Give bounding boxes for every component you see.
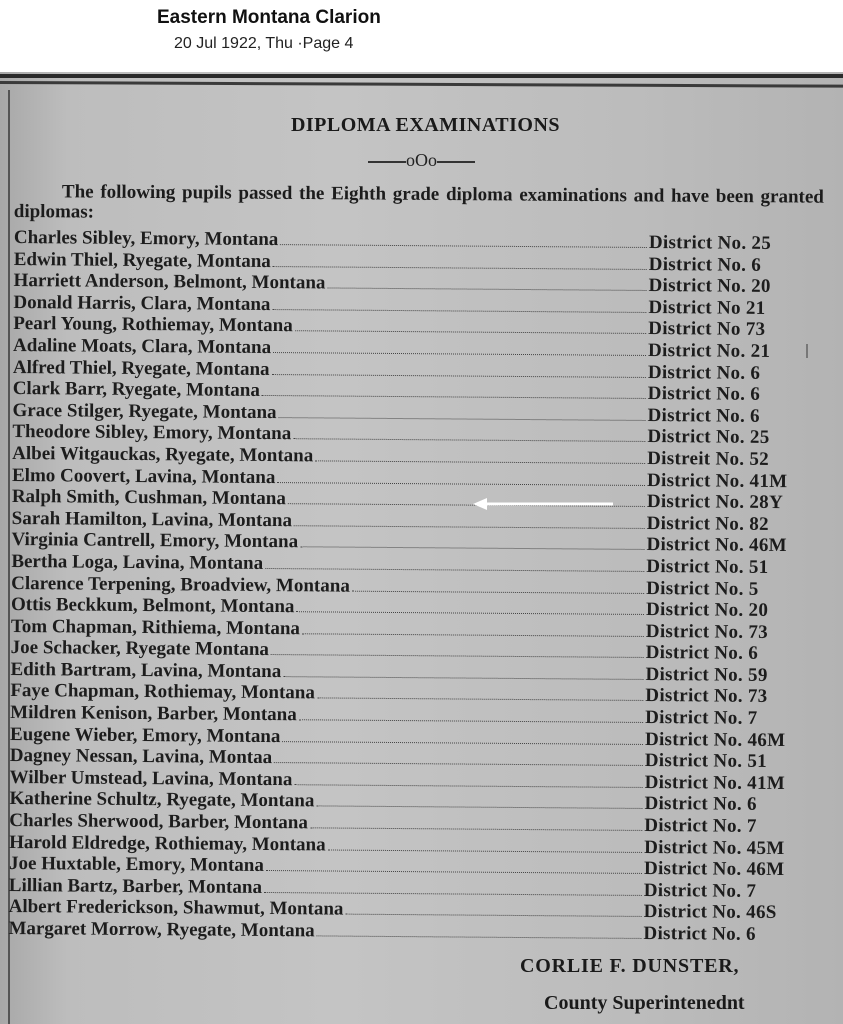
headline-ornament [0, 150, 843, 171]
pupil-name: Adaline Moats, Clara, Montana [12, 334, 272, 358]
dot-leader [273, 254, 647, 270]
dot-leader [274, 750, 643, 766]
column-rule-top [0, 74, 843, 78]
article-headline: DIPLOMA EXAMINATIONS [290, 114, 561, 136]
pupil-name: Edwin Thiel, Ryegate, Montana [13, 248, 271, 272]
dot-leader [262, 383, 646, 399]
district-number: District No. 46S [643, 901, 777, 924]
dot-leader [302, 621, 644, 637]
district-number: District No. 6 [643, 922, 756, 945]
district-number: District No. 5 [646, 577, 759, 600]
newspaper-clipping [0, 72, 843, 1024]
pupil-list [8, 227, 829, 946]
dot-leader [280, 232, 647, 248]
dot-leader [327, 276, 646, 292]
publication-title: Eastern Montana Clarion [157, 7, 381, 28]
dot-leader [279, 405, 646, 421]
district-number: District No. 6 [648, 253, 762, 276]
pupil-name: Grace Stilger, Ryegate, Montana [12, 399, 277, 423]
pupil-name: Wilber Umstead, Lavina, Montana [9, 766, 293, 791]
district-number: District No. 73 [645, 685, 768, 708]
pupil-name: Charles Sibley, Emory, Montana [13, 227, 279, 251]
district-number: District No. 7 [644, 815, 757, 837]
district-number: District No. 20 [648, 275, 771, 298]
pupil-name: Clark Barr, Ryegate, Montana [12, 378, 260, 402]
dot-leader [317, 923, 642, 939]
pupil-name: Mildren Kenison, Barber, Montana [10, 702, 297, 726]
dot-leader [300, 535, 645, 551]
dot-leader [295, 319, 647, 335]
district-number: District No. 6 [644, 793, 757, 816]
dot-leader [266, 858, 642, 874]
signature-name: CORLIE F. DUNSTER, [520, 955, 740, 977]
pupil-name: Harriett Anderson, Belmont, Montana [13, 270, 326, 294]
highlight-arrow-icon [473, 496, 615, 512]
district-number: District No. 25 [648, 231, 772, 254]
dot-leader [294, 513, 645, 529]
pupil-name: Harold Eldredge, Rothiemay, Montana [9, 831, 326, 856]
district-number: District No. 41M [644, 771, 786, 794]
district-number: District No 73 [648, 318, 766, 341]
dot-leader [277, 470, 645, 486]
dot-leader [265, 556, 644, 572]
district-number: District No. 73 [645, 620, 769, 643]
pupil-name: Donald Harris, Clara, Montana [13, 291, 271, 315]
column-rule-top-secondary [0, 81, 843, 88]
pupil-name: Albei Witgauckas, Ryegate, Montana [12, 442, 314, 467]
district-number: District No. 7 [645, 707, 758, 729]
district-number: District No. 6 [645, 642, 759, 665]
pupil-name: Virginia Cantrell, Emory, Montana [11, 529, 299, 553]
district-number: District No. 28Y [646, 491, 784, 514]
ornament-dash-right [437, 161, 475, 163]
pupil-name: Faye Chapman, Rothiemay, Montana [10, 680, 315, 704]
pupil-name: Pearl Young, Rothiemay, Montana [13, 313, 293, 337]
article-intro: The following pupils passed the Eighth grade diploma examinations and have been granted diplomas: [13, 181, 824, 223]
district-number: District No. 25 [647, 426, 770, 449]
dot-leader [296, 599, 644, 615]
pupil-name: Joe Schacker, Ryegate Montana [10, 637, 270, 661]
district-number: District No. 45M [644, 836, 785, 859]
pupil-name: Lillian Bartz, Barber, Montana [8, 874, 263, 898]
pupil-name: Elmo Coovert, Lavina, Montana [11, 464, 276, 488]
ornament-text: oOo [406, 150, 437, 170]
dot-leader [293, 427, 645, 443]
pupil-name: Katherine Schultz, Ryegate, Montana [9, 788, 315, 812]
dot-leader [299, 707, 643, 723]
district-number: District No. 46M [644, 728, 786, 751]
dot-leader [316, 794, 642, 810]
district-number: District No. 46M [646, 534, 788, 557]
dot-leader [283, 664, 643, 680]
signature-title: County Superintenednt [544, 992, 745, 1014]
district-number: District No. 46M [643, 858, 785, 881]
pupil-name: Tom Chapman, Rithiema, Montana [10, 615, 301, 639]
dot-leader [273, 340, 646, 356]
district-number: District No. 41M [646, 469, 788, 492]
district-number: Distreit No. 52 [647, 447, 770, 470]
pupil-name: Alfred Thiel, Ryegate, Montana [12, 356, 270, 380]
district-number: District No. 82 [646, 512, 769, 535]
pupil-name: Ralph Smith, Cushman, Montana [11, 486, 286, 510]
dot-leader [352, 578, 644, 593]
district-number: District No. 6 [647, 361, 761, 384]
pupil-name: Clarence Terpening, Broadview, Montana [11, 572, 350, 597]
district-number: District No. 7 [643, 879, 757, 902]
pupil-name: Ottis Beckkum, Belmont, Montana [10, 594, 295, 618]
dot-leader [282, 729, 643, 745]
ornament-dash-left [368, 161, 406, 163]
pupil-name: Bertha Loga, Lavina, Montana [11, 550, 264, 574]
pupil-name: Albert Frederickson, Shawmut, Montana [8, 896, 344, 921]
pupil-name: Edith Bartram, Lavina, Montana [10, 658, 282, 682]
district-number: District No. 6 [647, 404, 760, 427]
clipping-header [0, 0, 843, 72]
dot-leader [264, 880, 642, 896]
publication-date-line: 20 Jul 1922, Thu ·Page 4 [174, 35, 354, 52]
pupil-name: Joe Huxtable, Emory, Montana [8, 853, 264, 877]
dot-leader [294, 772, 642, 788]
pupil-name: Theodore Sibley, Emory, Montana [12, 421, 292, 445]
dot-leader [328, 837, 643, 852]
dot-leader [317, 686, 644, 702]
district-number: District No. 20 [645, 599, 769, 622]
pupil-name: Charles Sherwood, Barber, Montana [9, 810, 308, 834]
district-number: District No 21 [648, 296, 766, 319]
dot-leader [345, 902, 641, 917]
dot-leader [310, 815, 643, 831]
pupil-name: Margaret Morrow, Ryegate, Montana [8, 917, 315, 942]
district-number: District No. 51 [646, 555, 769, 578]
dot-leader [272, 297, 646, 313]
pupil-name: Dagney Nessan, Lavina, Montaa [9, 745, 273, 769]
dot-leader [271, 642, 644, 658]
dot-leader [272, 362, 646, 378]
district-number: District No. 6 [647, 383, 761, 406]
pupil-name: Eugene Wieber, Emory, Montana [9, 723, 281, 747]
district-number: District No. 51 [644, 750, 768, 773]
district-number: District No. 59 [645, 663, 768, 686]
district-number: District No. 21 [647, 339, 771, 362]
dot-leader [315, 448, 645, 464]
print-mark [806, 344, 808, 358]
pupil-name: Sarah Hamilton, Lavina, Montana [11, 507, 293, 531]
